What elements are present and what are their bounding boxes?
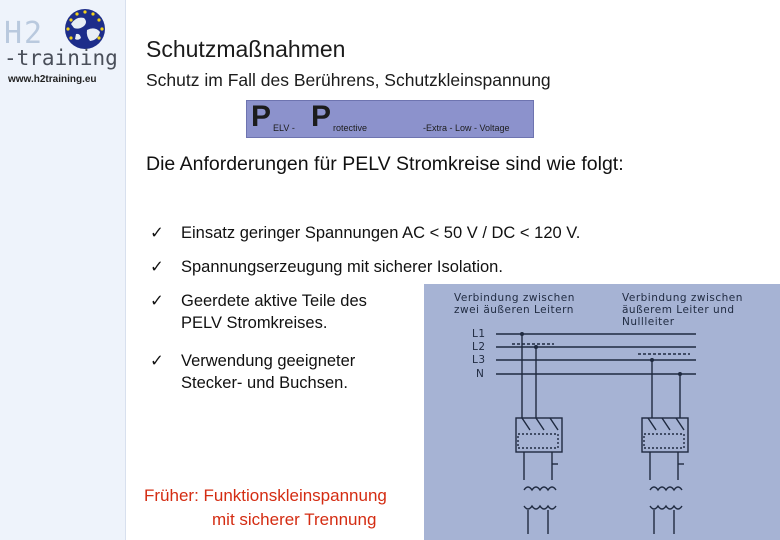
banner-elv: ELV - (273, 123, 295, 133)
check-icon: ✓ (150, 257, 164, 276)
sidebar (0, 0, 126, 540)
page-title: Schutzmaßnahmen (146, 36, 346, 62)
banner-extra-low-voltage: -Extra - Low - Voltage (423, 123, 510, 133)
check-icon: ✓ (150, 291, 164, 310)
diagram-label-right: Verbindung zwischen äußerem Leiter und Nullleiter (622, 292, 743, 328)
note-line-1: Früher: Funktionskleinspannung (144, 486, 387, 505)
logo (4, 4, 122, 74)
conductor-label-l2: L2 (472, 341, 486, 353)
bullet-text: Einsatz geringer Spannungen AC < 50 V / DC < 120 V. (181, 224, 581, 242)
logo-training-text: -training (4, 46, 118, 70)
banner-rotective: rotective (333, 123, 368, 133)
circuit-diagram (424, 284, 780, 540)
bullet-text: Verwendung geeigneter Stecker- und Buchsen. (181, 352, 356, 392)
conductor-label-n: N (476, 368, 485, 380)
check-icon: ✓ (150, 223, 164, 242)
historical-note (144, 484, 434, 532)
conductor-label-l1: L1 (472, 328, 486, 340)
bullet-text: Spannungserzeugung mit sicherer Isolation. (181, 258, 503, 276)
banner-p2: P (311, 100, 332, 133)
intro-text: Die Anforderungen für PELV Stromkreise sind wie folgt: (146, 153, 624, 175)
diagram-label-left: Verbindung zwischen zwei äußeren Leitern (454, 292, 575, 316)
logo-h2-text: H2 (4, 16, 45, 51)
circuit-drawing (424, 284, 780, 540)
check-icon: ✓ (150, 351, 164, 370)
conductor-label-l3: L3 (472, 354, 486, 366)
page-subtitle: Schutz im Fall des Berührens, Schutzkleinspannung (146, 70, 551, 90)
note-line-2: mit sicherer Trennung (212, 510, 377, 529)
pelv-banner (246, 100, 534, 138)
website-url: www.h2training.eu (8, 74, 97, 85)
bullet-text: Geerdete aktive Teile des PELV Stromkreises. (181, 292, 367, 332)
banner-p1: P (251, 100, 272, 133)
